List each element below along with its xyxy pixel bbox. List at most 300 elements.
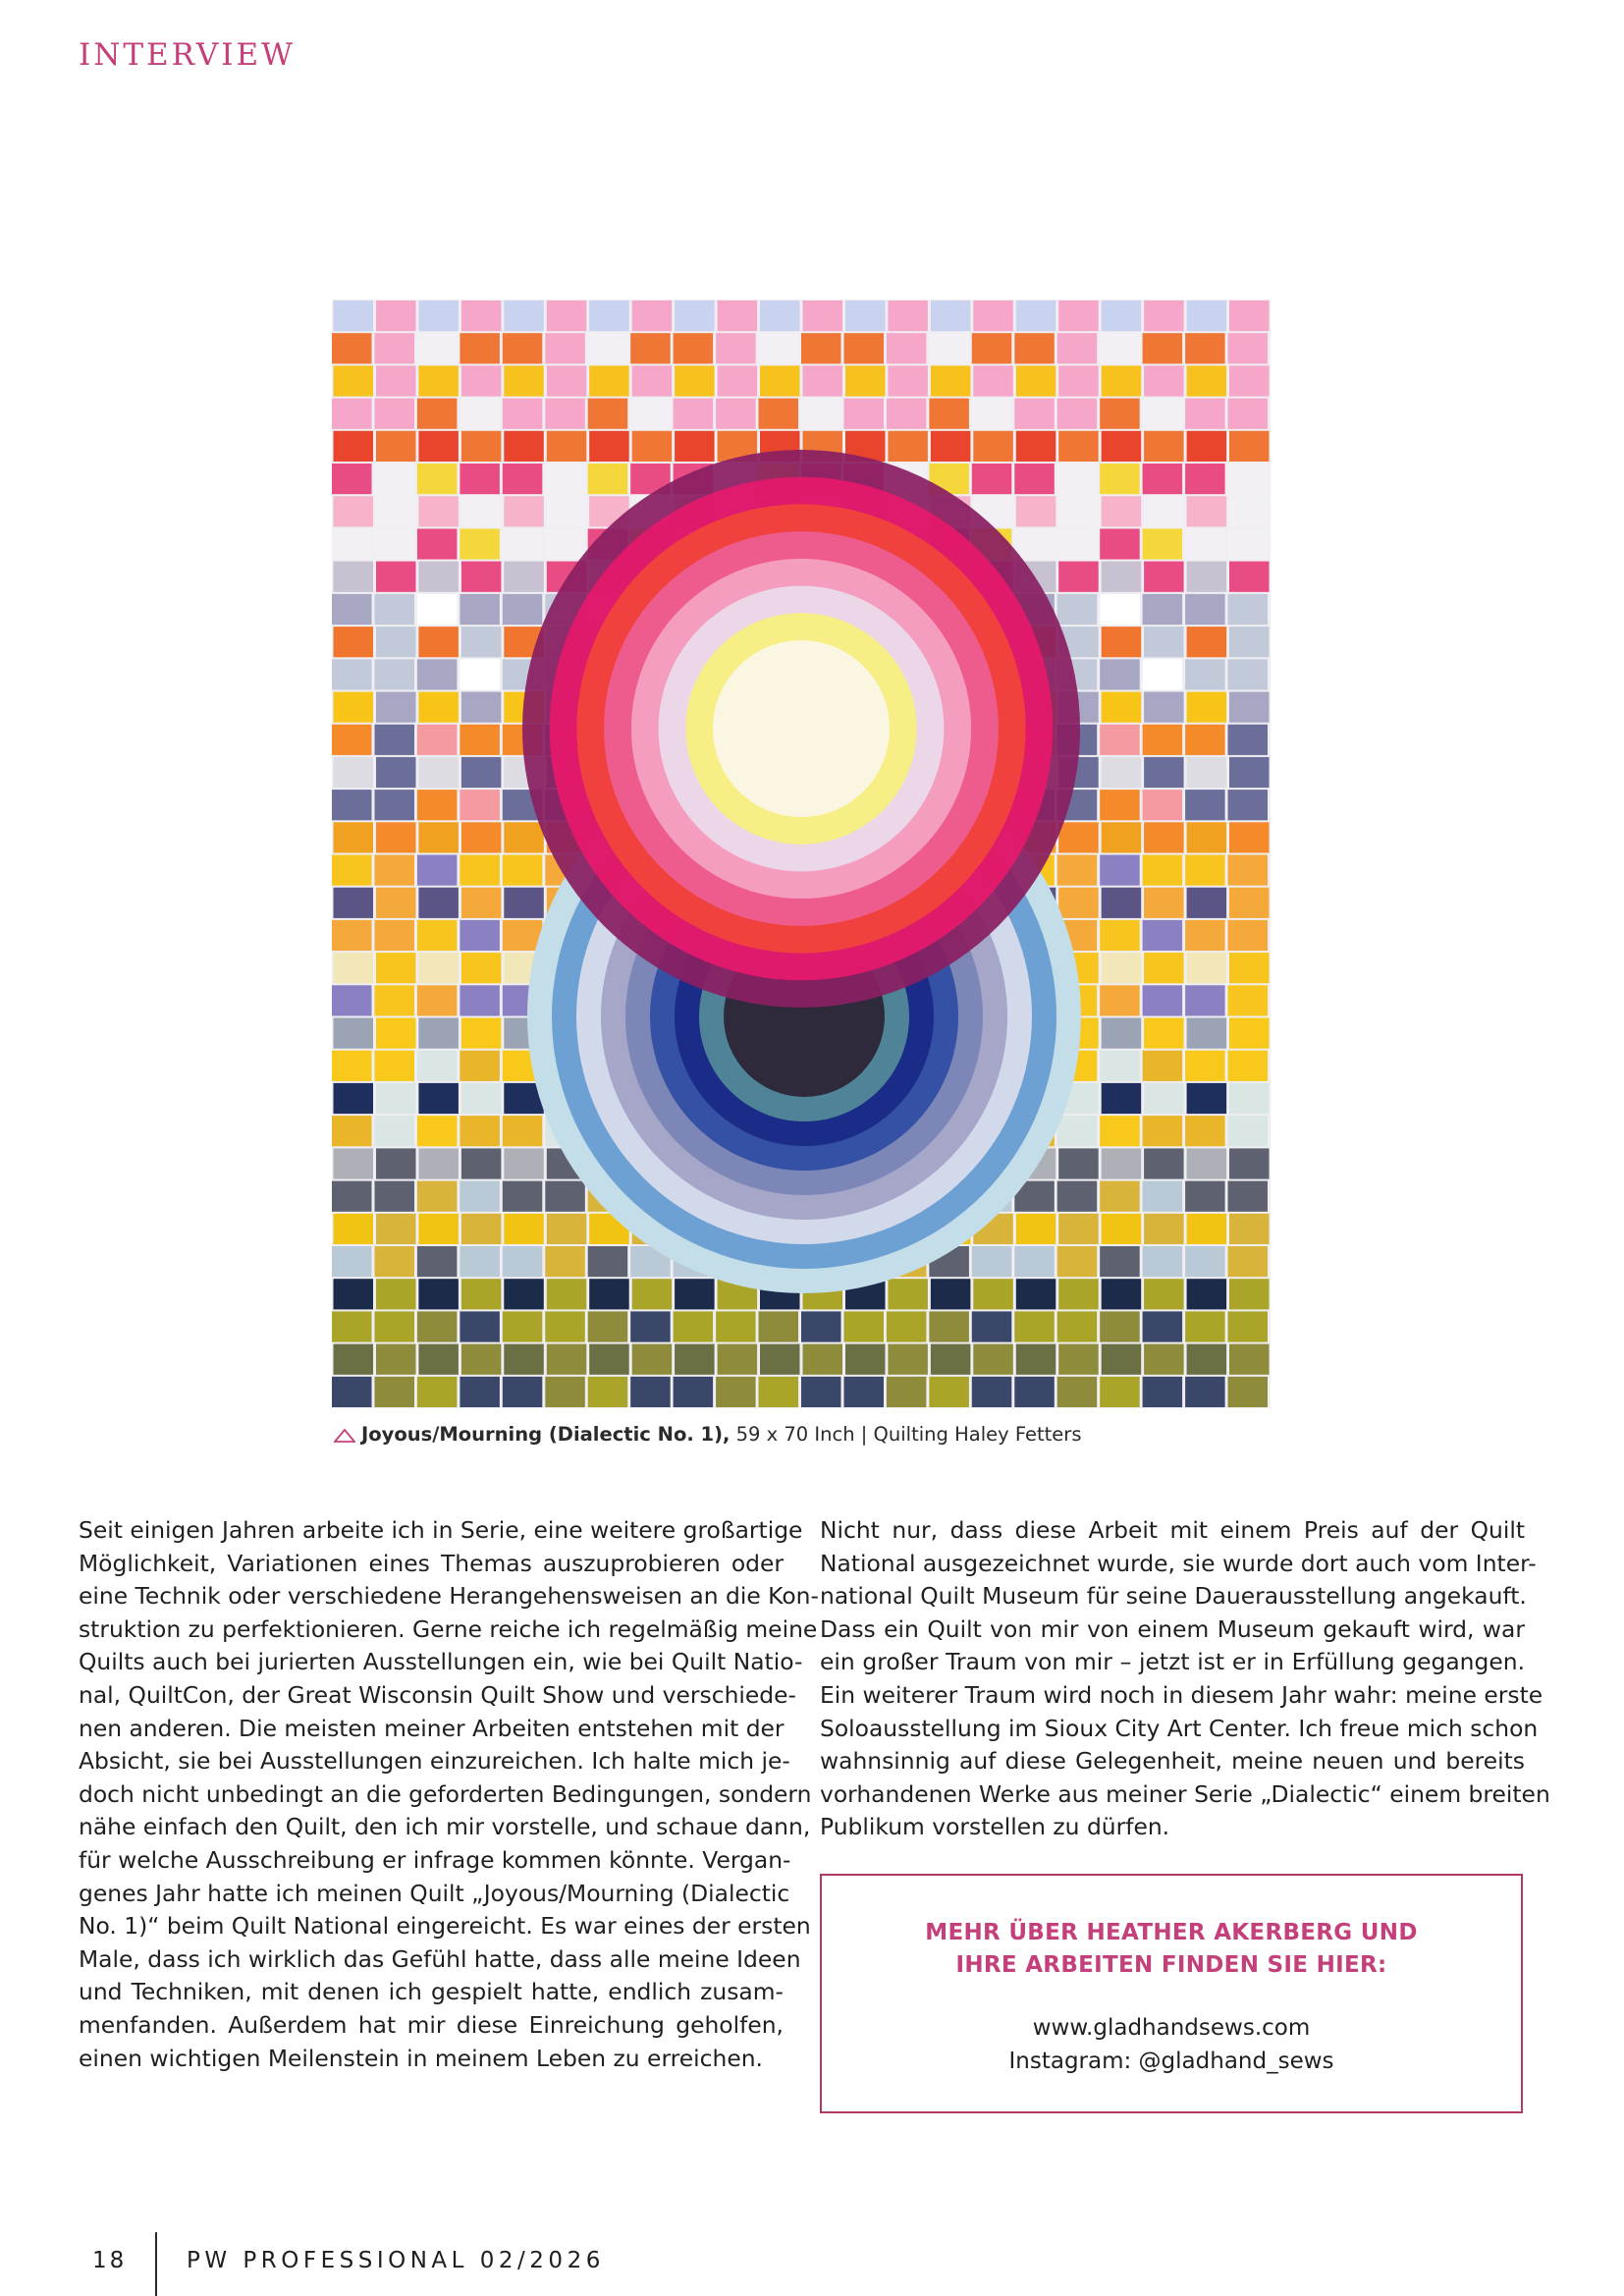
quilt-block (547, 1214, 587, 1244)
quilt-block (376, 627, 416, 657)
quilt-block (417, 1311, 458, 1341)
quilt-block (417, 855, 458, 886)
quilt-block (888, 301, 928, 331)
quilt-block (1185, 1181, 1225, 1212)
quilt-block (1143, 464, 1183, 494)
quilt-block (1185, 399, 1225, 429)
quilt-block (716, 333, 756, 363)
quilt-block (1187, 301, 1227, 331)
quilt-block (1144, 953, 1184, 983)
quilt-block (1228, 399, 1269, 429)
quilt-block (503, 464, 543, 494)
quilt-block (461, 1148, 502, 1178)
quilt-block (1100, 1377, 1140, 1407)
quilt-block (1102, 431, 1142, 462)
quilt-block (417, 399, 458, 429)
quilt-block (334, 888, 374, 918)
quilt-block (417, 920, 458, 951)
text-line: wahnsinnig auf diese Gelegenheit, meine neuen und bereits (820, 1747, 1525, 1776)
quilt-block (460, 790, 500, 820)
quilt-block (376, 365, 416, 396)
quilt-block (931, 1279, 971, 1309)
quilt-block (332, 399, 372, 429)
quilt-block (460, 1116, 500, 1146)
quilt-block (460, 855, 500, 886)
quilt-block (376, 757, 416, 788)
quilt-block (1144, 562, 1184, 592)
quilt-block (417, 333, 458, 363)
quilt-block (1229, 692, 1270, 723)
quilt-block (1102, 496, 1142, 526)
quilt-block (630, 333, 671, 363)
quilt-block (376, 1344, 416, 1375)
quilt-block (1144, 822, 1184, 852)
quilt-block (1228, 594, 1269, 625)
quilt-block (1143, 594, 1183, 625)
text-line: Möglichkeit, Variationen eines Themas auszuprobieren oder (79, 1549, 784, 1577)
quilt-block (503, 855, 543, 886)
quilt-block (887, 1311, 927, 1341)
quilt-block (504, 1148, 544, 1178)
quilt-block (630, 1377, 671, 1407)
text-line: nal, QuiltCon, der Great Wisconsin Quilt Show und verschiede- (79, 1680, 796, 1709)
quilt-block (1185, 464, 1225, 494)
quilt-block (1100, 920, 1140, 951)
figure-caption (334, 1423, 1081, 1446)
quilt-block (503, 333, 543, 363)
quilt-block (417, 725, 458, 755)
quilt-block (418, 1279, 459, 1309)
text-line: Male, dass ich wirklich das Gefühl hatte, dass alle meine Ideen (79, 1944, 801, 1973)
quilt-block (588, 1377, 628, 1407)
quilt-block (972, 1311, 1012, 1341)
quilt-block (334, 1279, 374, 1309)
quilt-block (1058, 496, 1099, 526)
quilt-block (334, 1018, 374, 1049)
quilt-block (1102, 822, 1142, 852)
quilt-block (1014, 1377, 1055, 1407)
quilt-block (1144, 1279, 1184, 1309)
quilt-block (1057, 528, 1098, 559)
quilt-block (332, 659, 372, 689)
quilt-block (376, 888, 416, 918)
quilt-block (417, 528, 458, 559)
quilt-block (460, 399, 500, 429)
quilt-block (332, 920, 372, 951)
quilt-block (418, 1344, 459, 1375)
quilt-block (675, 1279, 715, 1309)
quilt-block (589, 431, 629, 462)
quilt-block (332, 1246, 372, 1277)
quilt-block (504, 431, 544, 462)
quilt-block (376, 1083, 416, 1114)
quilt-block (1228, 1051, 1269, 1081)
quilt-block (845, 1344, 886, 1375)
quilt-block (461, 301, 502, 331)
quilt-block (888, 365, 928, 396)
quilt-block (973, 365, 1013, 396)
quilt-block (1187, 1018, 1227, 1049)
quilt-block (417, 1116, 458, 1146)
footer-divider (155, 2232, 157, 2296)
quilt-block (417, 464, 458, 494)
quilt-block (929, 333, 969, 363)
quilt-block (1185, 1051, 1225, 1081)
article-column-right (820, 1514, 1550, 1844)
quilt-block (461, 692, 502, 723)
quilt-block (1102, 953, 1142, 983)
quilt-block (630, 1311, 671, 1341)
quilt-block (972, 1377, 1012, 1407)
quilt-block (1229, 888, 1270, 918)
quilt-block (718, 301, 758, 331)
quilt-block (1187, 757, 1227, 788)
quilt-block (1187, 496, 1227, 526)
quilt-block (334, 627, 374, 657)
quilt-block (929, 399, 969, 429)
quilt-block (503, 1181, 543, 1212)
quilt-block (844, 1377, 885, 1407)
quilt-block (418, 431, 459, 462)
text-line: Quilts auch bei jurierten Ausstellungen ein, wie bei Quilt Natio- (79, 1648, 803, 1676)
quilt-block (461, 1214, 502, 1244)
quilt-block (1014, 333, 1055, 363)
text-line: No. 1)“ beim Quilt National eingereicht. Es war eines der ersten (79, 1912, 811, 1941)
quilt-block (376, 496, 416, 526)
quilt-block (334, 822, 374, 852)
quilt-block (588, 1246, 628, 1277)
quilt-block (1143, 399, 1183, 429)
quilt-block (503, 1377, 543, 1407)
quilt-block (1187, 888, 1227, 918)
quilt-block (334, 365, 374, 396)
quilt-block (332, 790, 372, 820)
quilt-block (1102, 301, 1142, 331)
quilt-block (1102, 1148, 1142, 1178)
quilt-block (376, 431, 416, 462)
text-line: struktion zu perfektionieren. Gerne reiche ich regelmäßig meine (79, 1614, 818, 1643)
quilt-block (588, 333, 628, 363)
quilt-block (332, 594, 372, 625)
quilt-block (1229, 496, 1270, 526)
quilt-block (461, 562, 502, 592)
text-line: Seit einigen Jahren arbeite ich in Serie, eine weitere großartige (79, 1516, 803, 1544)
quilt-block (674, 399, 714, 429)
quilt-block (1057, 1311, 1098, 1341)
quilt-block (334, 1148, 374, 1178)
quilt-block (417, 1181, 458, 1212)
quilt-block (418, 757, 459, 788)
quilt-block (844, 1311, 885, 1341)
quilt-block (1187, 822, 1227, 852)
quilt-block (504, 365, 544, 396)
text-line: für welche Ausschreibung er infrage kommen könnte. Vergan- (79, 1845, 791, 1874)
quilt-block (504, 822, 544, 852)
quilt-block (1228, 1311, 1269, 1341)
quilt-block (1143, 920, 1183, 951)
quilt-block (332, 1181, 372, 1212)
quilt-block (547, 496, 587, 526)
quilt-block (674, 333, 714, 363)
quilt-block (1100, 725, 1140, 755)
quilt-block (547, 301, 587, 331)
quilt-block (929, 1311, 969, 1341)
quilt-block (973, 431, 1013, 462)
quilt-block (375, 528, 415, 559)
quilt-block (1058, 301, 1099, 331)
quilt-block (418, 1148, 459, 1178)
quilt-block (674, 1377, 714, 1407)
quilt-block (675, 301, 715, 331)
text-line: ein großer Traum von mir – jetzt ist er in Erfüllung gegangen. (820, 1648, 1525, 1676)
quilt-block (375, 920, 415, 951)
quilt-block (545, 1311, 585, 1341)
quilt-block (759, 399, 799, 429)
quilt-block (1058, 1344, 1099, 1375)
quilt-block (1016, 365, 1056, 396)
quilt-block (503, 1311, 543, 1341)
quilt-block (1143, 855, 1183, 886)
quilt-block (1057, 464, 1098, 494)
quilt-block (418, 822, 459, 852)
quilt-block (1058, 1148, 1099, 1178)
quilt-block (334, 301, 374, 331)
quilt-block (716, 399, 756, 429)
quilt-block (1057, 1377, 1098, 1407)
page-number: 18 (92, 2248, 128, 2273)
quilt-block (334, 1214, 374, 1244)
quilt-block (588, 1311, 628, 1341)
quilt-block (589, 365, 629, 396)
quilt-block (1058, 365, 1099, 396)
quilt-block (1100, 659, 1140, 689)
quilt-block (375, 399, 415, 429)
quilt-block (332, 1311, 372, 1341)
text-line: einen wichtigen Meilenstein in meinem Leben zu erreichen. (79, 2044, 763, 2072)
quilt-block (376, 1214, 416, 1244)
quilt-block (1100, 1311, 1140, 1341)
quilt-block (1187, 1148, 1227, 1178)
quilt-block (1058, 1214, 1099, 1244)
quilt-block (461, 953, 502, 983)
quilt-block (547, 1344, 587, 1375)
quilt-block (375, 594, 415, 625)
info-heading-line-1: MEHR ÜBER HEATHER AKERBERG UND (925, 1920, 1418, 1945)
quilt-block (1144, 888, 1184, 918)
quilt-block (1057, 1246, 1098, 1277)
quilt-block (973, 1279, 1013, 1309)
quilt-block (1016, 1344, 1056, 1375)
quilt-block (504, 1214, 544, 1244)
quilt-block (845, 365, 886, 396)
quilt-block (1102, 1083, 1142, 1114)
quilt-block (759, 1311, 799, 1341)
quilt-block (460, 1051, 500, 1081)
quilt-block (1185, 659, 1225, 689)
quilt-block (1057, 1116, 1098, 1146)
quilt-block (334, 496, 374, 526)
instagram-link[interactable]: Instagram: @gladhand_sews (1008, 2049, 1334, 2074)
text-line: Absicht, sie bei Ausstellungen einzureichen. Ich halte mich je- (79, 1747, 790, 1776)
quilt-block (1229, 953, 1270, 983)
quilt-block (332, 725, 372, 755)
quilt-block (503, 594, 543, 625)
quilt-block (460, 1246, 500, 1277)
quilt-block (1058, 1279, 1099, 1309)
quilt-block (1102, 1214, 1142, 1244)
quilt-block (376, 822, 416, 852)
quilt-block (1185, 920, 1225, 951)
quilt-block (1100, 855, 1140, 886)
quilt-block (417, 1246, 458, 1277)
quilt-block (375, 855, 415, 886)
quilt-block (1229, 1018, 1270, 1049)
text-line: national Quilt Museum für seine Dauerausstellung angekauft. (820, 1582, 1527, 1611)
quilt-block (334, 953, 374, 983)
quilt-block (844, 333, 885, 363)
quilt-block (376, 1148, 416, 1178)
quilt-block (545, 399, 585, 429)
quilt-block (460, 1377, 500, 1407)
quilt-block (1228, 725, 1269, 755)
quilt-block (418, 692, 459, 723)
quilt-block (375, 333, 415, 363)
text-line: eine Technik oder verschiedene Herangehensweisen an die Kon- (79, 1582, 819, 1611)
quilt-block (375, 790, 415, 820)
quilt-block (632, 365, 673, 396)
quilt-block (503, 1116, 543, 1146)
quilt-block (718, 1344, 758, 1375)
quilt-block (418, 365, 459, 396)
quilt-block (1228, 790, 1269, 820)
quilt-block (1185, 985, 1225, 1015)
quilt-block (887, 399, 927, 429)
quilt-block (1143, 1051, 1183, 1081)
quilt-block (504, 496, 544, 526)
quilt-block (760, 1344, 800, 1375)
quilt-block (461, 1279, 502, 1309)
quilt-block (375, 725, 415, 755)
quilt-block (588, 464, 628, 494)
quilt-block (632, 1279, 673, 1309)
quilt-block (545, 1377, 585, 1407)
quilt-block (418, 496, 459, 526)
quilt-block (888, 1344, 928, 1375)
quilt-block (801, 399, 841, 429)
quilt-block (1144, 1214, 1184, 1244)
text-line: Nicht nur, dass diese Arbeit mit einem Preis auf der Quilt (820, 1516, 1525, 1544)
text-line: doch nicht unbedingt an die geforderten Bedingungen, sondern (79, 1779, 812, 1808)
quilt-block (1016, 1214, 1056, 1244)
quilt-block (1185, 1116, 1225, 1146)
quilt-block (504, 1279, 544, 1309)
quilt-block (545, 333, 585, 363)
quilt-block (461, 627, 502, 657)
website-link[interactable]: www.gladhandsews.com (1032, 2015, 1311, 2041)
quilt-block (334, 757, 374, 788)
quilt-block (1143, 725, 1183, 755)
quilt-block (1144, 1018, 1184, 1049)
quilt-block (332, 333, 372, 363)
info-box (820, 1874, 1523, 2113)
quilt-block (929, 1377, 969, 1407)
quilt-block (803, 365, 843, 396)
quilt-block (1100, 1181, 1140, 1212)
quilt-block (1143, 790, 1183, 820)
quilt-block (718, 365, 758, 396)
quilt-block (1187, 692, 1227, 723)
quilt-block (460, 464, 500, 494)
quilt-block (1014, 1246, 1055, 1277)
quilt-block (1100, 1116, 1140, 1146)
quilt-block (376, 562, 416, 592)
quilt-block (1229, 822, 1270, 852)
quilt-block (1144, 757, 1184, 788)
quilt-block (503, 399, 543, 429)
quilt-artwork (332, 300, 1271, 1408)
quilt-block (545, 528, 585, 559)
quilt-block (504, 1344, 544, 1375)
quilt-block (460, 594, 500, 625)
quilt-block (1187, 1279, 1227, 1309)
quilt-block (417, 790, 458, 820)
quilt-block (460, 528, 500, 559)
quilt-block (332, 985, 372, 1015)
quilt-block (1144, 692, 1184, 723)
quilt-block (1229, 301, 1270, 331)
quilt-block (461, 431, 502, 462)
quilt-block (376, 953, 416, 983)
quilt-block (461, 757, 502, 788)
quilt-block (1102, 1279, 1142, 1309)
quilt-block (1014, 464, 1055, 494)
quilt-block (332, 1377, 372, 1407)
quilt-block (1143, 1377, 1183, 1407)
magazine-title: PW PROFESSIONAL 02/2026 (187, 2248, 605, 2273)
quilt-block (1228, 659, 1269, 689)
quilt-block (418, 953, 459, 983)
text-line: Soloausstellung im Sioux City Art Center. Ich freue mich schon (820, 1714, 1539, 1742)
quilt-block (375, 1116, 415, 1146)
quilt-block (1102, 1018, 1142, 1049)
quilt-block (1229, 365, 1270, 396)
quilt-block (504, 562, 544, 592)
quilt-block (418, 301, 459, 331)
quilt-block (972, 1246, 1012, 1277)
quilt-block (1185, 1311, 1225, 1341)
quilt-block (1100, 1246, 1140, 1277)
quilt-block (1229, 1344, 1270, 1375)
quilt-block (1016, 496, 1056, 526)
quilt-block (461, 888, 502, 918)
quilt-block (375, 1181, 415, 1212)
quilt-block (931, 301, 971, 331)
quilt-block (759, 1377, 799, 1407)
quilt-block (1185, 1377, 1225, 1407)
text-line: nähe einfach den Quilt, den ich mir vorstelle, und schaue dann, (79, 1813, 811, 1841)
quilt-block (972, 399, 1012, 429)
quilt-block (1100, 985, 1140, 1015)
quilt-block (1228, 1116, 1269, 1146)
quilt-block (334, 562, 374, 592)
quilt-block (1143, 1311, 1183, 1341)
quilt-block (1229, 1148, 1270, 1178)
quilt-block (418, 888, 459, 918)
quilt-block (1143, 985, 1183, 1015)
quilt-block (461, 822, 502, 852)
quilt-block (1057, 399, 1098, 429)
quilt-block (1100, 790, 1140, 820)
